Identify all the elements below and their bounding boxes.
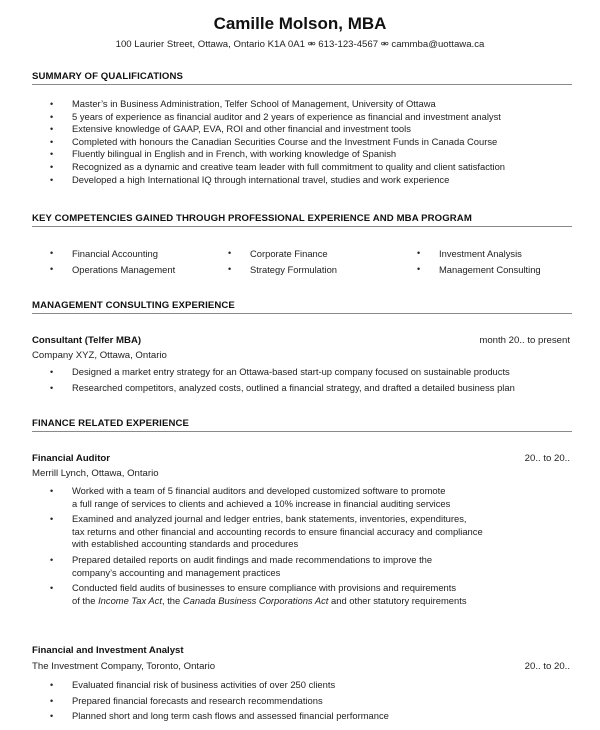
auditor-list <box>50 485 483 607</box>
competency-item: • Corporate Finance <box>228 248 328 259</box>
summary-item: • Master’s in Business Administration, Telfer School of Management, University of Ottawa <box>50 98 436 109</box>
contact-line: 100 Laurier Street, Ottawa, Ontario K1A 0A1 ⚮ 613-123-4567 ⚮ cammba@uottawa.ca <box>115 39 485 50</box>
summary-item: • 5 years of experience as financial auditor and 2 years of experience as financial and investment analyst <box>50 110 501 122</box>
job-date-analyst: 20.. to 20.. <box>524 661 570 672</box>
consulting-list <box>50 366 515 394</box>
job-title-analyst: Financial and Investment Analyst <box>32 645 184 656</box>
analyst-list <box>50 679 389 723</box>
competencies-row <box>50 264 592 280</box>
job-title-consultant: Consultant (Telfer MBA) <box>32 335 142 346</box>
section-title-summary: SUMMARY OF QUALIFICATIONS <box>32 71 572 85</box>
candidate-name: Camille Molson, MBA <box>213 14 387 33</box>
job-company-consultant: Company XYZ, Ottawa, Ontario <box>32 350 167 361</box>
summary-list <box>50 98 506 186</box>
summary-item: • Extensive knowledge of GAAP, EVA, ROI and other financial and investment tools <box>50 123 411 135</box>
section-title-finance: FINANCE RELATED EXPERIENCE <box>32 418 572 432</box>
summary-item: • Fluently bilingual in English and in French, with working knowledge of Spanish <box>50 148 397 160</box>
competency-item: • Financial Accounting <box>50 248 158 259</box>
job-date-auditor: 20.. to 20.. <box>524 453 570 464</box>
consulting-item: • Designed a market entry strategy for an Ottawa-based start-up company focused on sustainable products <box>50 366 510 377</box>
competency-item: • Management Consulting <box>417 264 541 275</box>
competency-item: • Operations Management <box>50 264 176 275</box>
job-date-consultant: month 20.. to present <box>479 335 570 346</box>
auditor-item: • Conducted field audits of businesses to ensure compliance with provisions and requirements of the Income Tax Act, the Canada Business Corporations Act and other statutory requirements <box>50 582 467 606</box>
summary-item: • Developed a high International IQ through international travel, studies and work experience <box>50 173 450 185</box>
auditor-item: • Prepared detailed reports on audit findings and made recommendations to improve the company’s accounting and management practices <box>50 553 433 578</box>
consulting-item: • Researched competitors, analyzed costs, outlined a financial strategy, and drafted a detailed business plan <box>50 381 515 393</box>
summary-item: • Completed with honours the Canadian Securities Course and the Investment Funds in Canada Course <box>50 135 498 147</box>
job-title-auditor: Financial Auditor <box>32 453 110 464</box>
analyst-item: • Evaluated financial risk of business activities of over 250 clients <box>50 679 336 690</box>
section-title-consulting: MANAGEMENT CONSULTING EXPERIENCE <box>32 300 572 314</box>
auditor-item: • Examined and analyzed journal and ledger entries, bank statements, inventories, expenditures, tax returns and other financial and accounting records to ensure financial accuracy and compliance with established accounting standards and procedures <box>50 513 483 550</box>
competency-item: • Strategy Formulation <box>228 264 338 275</box>
section-title-competencies: KEY COMPETENCIES GAINED THROUGH PROFESSIONAL EXPERIENCE AND MBA PROGRAM <box>32 213 572 227</box>
analyst-item: • Planned short and long term cash flows and assessed financial performance <box>50 710 389 722</box>
competencies-grid <box>50 248 592 280</box>
competencies-row <box>50 248 592 264</box>
analyst-item: • Prepared financial forecasts and research recommendations <box>50 694 323 706</box>
summary-item: • Recognized as a dynamic and creative team leader with full commitment to quality and client satisfaction <box>50 160 506 172</box>
job-company-analyst: The Investment Company, Toronto, Ontario <box>32 661 216 672</box>
auditor-item: • Worked with a team of 5 financial auditors and developed customized software to promote a full range of services to clients and achieved a 10% increase in financial auditing services <box>50 485 451 509</box>
job-company-auditor: Merrill Lynch, Ottawa, Ontario <box>32 468 159 479</box>
competency-item: • Investment Analysis <box>417 248 522 259</box>
